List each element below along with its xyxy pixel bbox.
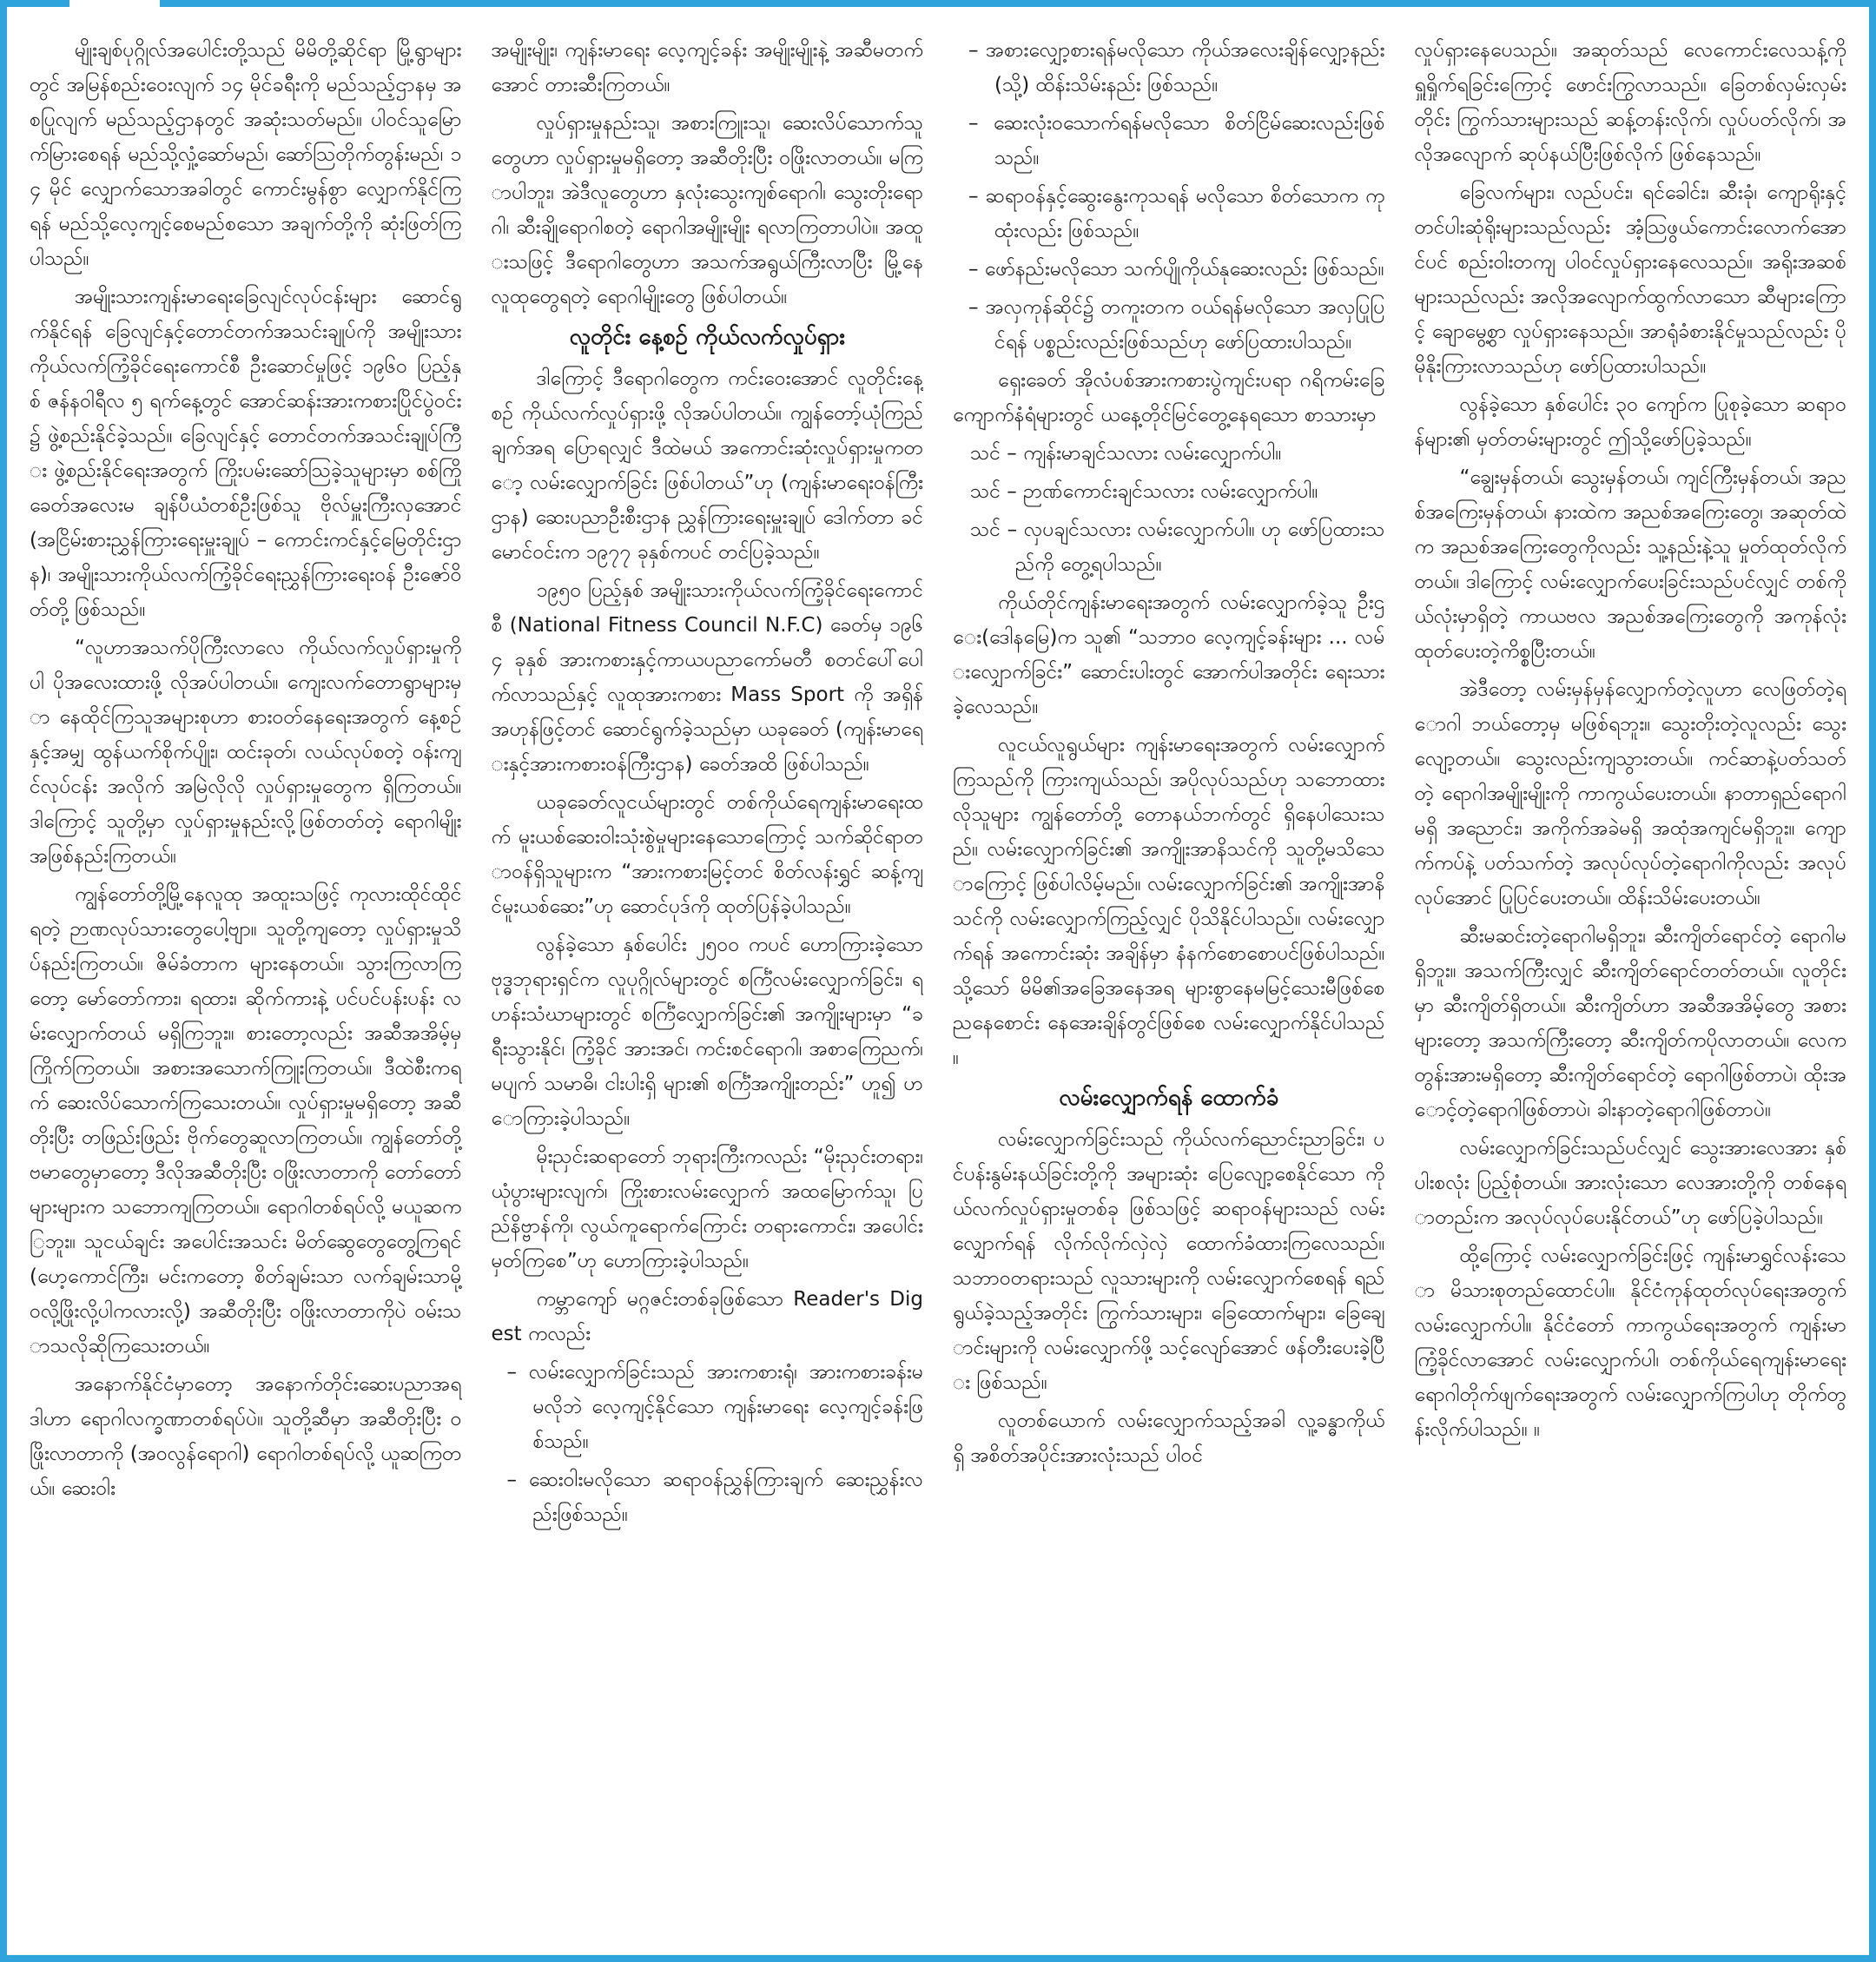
paragraph: လွန်ခဲ့သော နှစ်ပေါင်း ၃၀ ကျော်က ပြုစုခဲ့သော ဆရာဝန်များ၏ မှတ်တမ်းများတွင် ဤသို့ဖော်ပြခဲ့သည်။ bbox=[1414, 393, 1846, 451]
section-heading: လူတိုင်း နေ့စဉ် ကိုယ်လက်လှုပ်ရှား bbox=[569, 324, 845, 350]
paragraph: လွန်ခဲ့သော နှစ်ပေါင်း ၂၅၀၀ ကပင် ဟောကြားခဲ့သော ဗုဒ္ဓဘုရားရှင်က လူပုဂ္ဂိုလ်များတွင် စင်္ကြံလမ်းလျှောက်ခြင်း၊ ရဟန်းသံဃာများတွင် စင်္ကြံလျှောက်ခြင်း၏ အကျိုးများမှာ “ခရီးသွားနိုင်၊ ကြံ့ခိုင် အားအင်၊ ကင်းစင်ရောဂါ၊ အစာကြေညက်၊ မပျက် သမာဓိ၊ ငါးပါးရှိ များ၏ စင်္ကြံအကျိုးတည်း” ဟူ၍ ဟောကြားခဲ့ပါသည်။ bbox=[491, 934, 923, 1130]
list-item: – ဖော်နည်းမလိုသော သက်ပျိုကိုယ်နုဆေးလည်း ဖြစ်သည်။ bbox=[968, 258, 1384, 281]
paragraph: “ချွေးမှန်တယ်၊ သွေးမှန်တယ်၊ ကျင်ကြီးမှန်တယ်၊ အညစ်အကြေးမှန်တယ်၊ နားထဲက အညစ်အကြေးတွေ၊ အဆုတ်ထဲက အညစ်အကြေးတွေကိုလည်း သူ့နည်းနဲ့သူ မှုတ်ထုတ်လိုက်တယ်။ ဒါကြောင့် လမ်းလျှောက်ပေးခြင်းသည်ပင်လျှင် တစ်ကိုယ်လုံးမှာရှိတဲ့ ကာယဗလ အညစ်အကြေးတွေကို အကုန်လုံး ထုတ်ပေးတဲ့ကိစ္စပြီးတယ်။ bbox=[1414, 466, 1846, 663]
paragraph: အနောက်နိုင်ငံမှာတော့ အနောက်တိုင်းဆေးပညာအရ ဒါဟာ ရောဂါလက္ခဏာတစ်ရပ်ပဲ။ သူတို့ဆီမှာ အဆီတိုးပြီး ဝဖြိုးလာတာကို (အဝလွန်ရောဂါ) ရောဂါတစ်ရပ်လို့ ယူဆကြတယ်။ ဆေးဝါး bbox=[30, 1373, 462, 1500]
paragraph: ၁၉၅၀ ပြည့်နှစ် အမျိုးသားကိုယ်လက်ကြံ့ခိုင်ရေးကောင်စီ (National Fitness Council N.F.C) ခေတ်မှ ၁၉၆၄ ခုနှစ် အားကစားနှင့်ကာယပညာကော်မတီ စတင်ပေါ်ပေါက်လာသည်နှင့် လူထုအားကစား Mass Sport ကို အရှိန်အဟုန်ဖြင့်တင် ဆောင်ရွက်ခဲ့သည်မှာ ယခုခေတ် (ကျန်းမာရေးနှင့်အားကစားဝန်ကြီးဌာန) ခေတ်အထိ ဖြစ်ပါသည်။ bbox=[491, 579, 923, 776]
top-border-segment-left bbox=[0, 0, 69, 7]
paragraph: လမ်းလျှောက်ခြင်းသည်ပင်လျှင် သွေးအားလေအား နှစ်ပါးစလုံး ပြည့်စုံတယ်။ အားလုံးသော လေအားတို့ကို တစ်နေရာတည်းက အလုပ်လုပ်ပေးနိုင်တယ်”ဟု ဖော်ပြခဲ့ပါသည်။ bbox=[1414, 1137, 1846, 1229]
paragraph: မျိုးချစ်ပုဂ္ဂိုလ်အပေါင်းတို့သည် မိမိတို့ဆိုင်ရာ မြို့ရွာများတွင် အမြန်စည်းဝေးလျက် ၁၄ မိုင်ခရီးကို မည်သည့်ဌာနမှ အစပြုလျက် မည်သည့်ဌာနတွင် အဆုံးသတ်မည်။ ပါဝင်သူမြောက်မြားစေရန် မည်သို့လှုံ့ဆော်မည်၊ ဆော်သြတိုက်တွန်းမည်၊ ၁၄ မိုင် လျှောက်သောအခါတွင် ကောင်းမွန်စွာ လျှောက်နိုင်ကြရန် မည်သို့လေ့ကျင့်စေမည်စသော အချက်တို့ကို ဆုံးဖြတ်ကြပါသည်။ bbox=[30, 39, 462, 270]
column-1 bbox=[30, 33, 462, 1935]
quote-line: သင် – လှပချင်သလား လမ်းလျှောက်ပါ။ ဟု ဖော်ပြထားသည်ကို တွေ့ရပါသည်။ bbox=[970, 519, 1385, 576]
paragraph: အမျိုးသားကျန်းမာရေးခြေလျင်လုပ်ငန်းများ ဆောင်ရွက်နိုင်ရန် ခြေလျင်နှင့်တောင်တက်အသင်းချုပ်ကို အမျိုးသားကိုယ်လက်ကြံ့ခိုင်ရေးကောင်စီ ဦးဆောင်မှုဖြင့် ၁၉၆၀ ပြည့်နှစ် ဇန်နဝါရီလ ၅ ရက်နေ့တွင် အောင်ဆန်းအားကစားပြိုင်ပွဲဝင်း၌ ဖွဲ့စည်းနိုင်ခဲ့သည်။ ခြေလျင်နှင့် တောင်တက်အသင်းချုပ်ကြီး ဖွဲ့စည်းနိုင်ရေးအတွက် ကြိုးပမ်းဆော်သြခဲ့သူများမှာ စစ်ကြိုခေတ်အလေးမ ချန်ပီယံတစ်ဦးဖြစ်သူ ဗိုလ်မှူးကြီးလှအောင် (အငြိမ်းစားညွှန်ကြားရေးမှူးချုပ် – ကောင်းကင်နှင့်မြေတိုင်းဌာန)၊ အမျိုးသားကိုယ်လက်ကြံ့ခိုင်ရေးညွှန်ကြားရေးဝန် ဦးဇော်ဝိတ်တို့ ဖြစ်သည်။ bbox=[30, 286, 462, 621]
paragraph-continuation: လှုပ်ရှားနေပေသည်။ အဆုတ်သည် လေကောင်းလေသန့်ကို ရှူရှိုက်ရခြင်းကြောင့် ဖောင်းကြွလာသည်။ ခြေတစ်လှမ်းလှမ်းတိုင်း ကြွက်သားများသည် ဆန့်တန်းလိုက်၊ လှုပ်ပတ်လိုက်၊ အလိုအလျောက် ဆုပ်နယ်ပြီးဖြစ်လိုက် ဖြစ်နေသည်။ bbox=[1414, 39, 1846, 166]
paragraph: “လူဟာအသက်ပိုကြီးလာလေ ကိုယ်လက်လှုပ်ရှားမှုကိုပါ ပိုအလေးထားဖို့ လိုအပ်ပါတယ်။ ကျေးလက်တောရွာများမှာ နေထိုင်ကြသူအများစုဟာ စားဝတ်နေရေးအတွက် နေ့စဉ်နှင့်အမျှ ထွန်ယက်စိုက်ပျိုး၊ ထင်းခုတ်၊ လယ်လုပ်စတဲ့ ဝန်းကျင်လုပ်ငန်း အလိုက် အမြဲလိုလို လှုပ်ရှားမှုတွေက ရှိကြတယ်။ ဒါကြောင့် သူတို့မှာ လှုပ်ရှားမှုနည်းလို့ဖြစ်တတ်တဲ့ ရောဂါမျိုး အဖြစ်နည်းကြတယ်။ bbox=[30, 637, 462, 868]
list-item: – ဆရာဝန်နှင့်ဆွေးနွေးကုသရန် မလိုသော စိတ်သောက ကုထုံးလည်း ဖြစ်သည်။ bbox=[968, 185, 1385, 242]
list-item: – ဆေးလုံးဝသောက်ရန်မလိုသော စိတ်ငြိမ်ဆေးလည်းဖြစ်သည်။ bbox=[968, 112, 1385, 169]
paragraph: အဲဒီတော့ လမ်းမှန်မှန်လျှောက်တဲ့လူဟာ လေဖြတ်တဲ့ရောဂါ ဘယ်တော့မှ မဖြစ်ရဘူး။ သွေးတိုးတဲ့လူလည်း သွေးလျော့တယ်။ သွေးလည်းကျသွားတယ်။ ကင်ဆာနဲ့ပတ်သတ်တဲ့ ရောဂါအမျိုးမျိုးကို ကာကွယ်ပေးတယ်။ နာတာရှည်ရောဂါမရှိ အညောင်း၊ အကိုက်အခဲမရှိ အထုံအကျင်မရှိဘူး။ ကျောက်ကပ်နဲ့ ပတ်သက်တဲ့ အလုပ်လုပ်တဲ့ရောဂါကိုလည်း အလုပ်လုပ်အောင် ပြုပြင်ပေးတယ်။ ထိန်းသိမ်းပေးတယ်။ bbox=[1414, 678, 1846, 909]
column-4 bbox=[1415, 33, 1847, 1935]
list-item: – အစားလျှော့စားရန်မလိုသော ကိုယ်အလေးချိန်လျှော့နည်း (သို့) ထိန်းသိမ်းနည်း ဖြစ်သည်။ bbox=[968, 39, 1385, 96]
paragraph: ခြေလက်များ၊ လည်ပင်း၊ ရင်ခေါင်း၊ ဆီးခုံ၊ ကျောရိုးနှင့် တင်ပါးဆုံရိုးများသည်လည်း အံ့သြဖွယ်ကောင်းလောက်အောင်ပင် စည်းဝါးတကျ ပါဝင်လှုပ်ရှားနေလေသည်။ အရိုးအဆစ်များသည်လည်း အလိုအလျောက်ထွက်လာသော ဆီများကြောင့် ချောမွေ့စွာ လှုပ်ရှားနေသည်။ အာရုံခံစားနိုင်မှုသည်လည်း ပိုမိုနိုးကြားလာသည်ဟု ဖော်ပြထားပါသည်။ bbox=[1414, 182, 1846, 378]
paragraph: ကျွန်တော်တို့မြို့နေလူထု အထူးသဖြင့် ကုလားထိုင်ထိုင်ရတဲ့ ဉာဏလုပ်သားတွေပေါ့ဗျာ။ သူတို့ကျတော့ လှုပ်ရှားမှုသိပ်နည်းကြတယ်။ ဇိမ်ခံတာက များနေတယ်။ သွားကြလာကြတော့ မော်တော်ကား၊ ရထား၊ ဆိုက်ကားနဲ့ ပင်ပင်ပန်းပန်း လမ်းလျှောက်တယ် မရှိကြဘူး။ စားတော့လည်း အဆီအအိမ့်မှ ကြိုက်ကြတယ်။ အစားအသောက်ကြူးကြတယ်။ ဒီထဲစီးကရက် ဆေးလိပ်သောက်ကြသေးတယ်။ လှုပ်ရှားမှုမရှိတော့ အဆီတိုးပြီး တဖြည်းဖြည်း ဗိုက်တွေဆူလာကြတယ်။ ကျွန်တော်တို့ ဗမာတွေမှာတော့ ဒီလိုအဆီတိုးပြီး ဝဖြိုးလာတာကို တော်တော်များများက သဘောကျကြတယ်။ ရောဂါတစ်ရပ်လို့ မယူဆကြဘူး။ သူငယ်ချင်း အပေါင်းအသင်း မိတ်ဆွေတွေတွေ့ကြရင် (ဟေ့ကောင်ကြီး၊ မင်းကတော့ စိတ်ချမ်းသာ လက်ချမ်းသာမို့ ဝလို့ဖြိုးလို့ပါကလားလို့) အဆီတိုးပြီး ဝဖြိုးလာတာကိုပဲ ဝမ်းသာသလိုဆိုကြသေးတယ်။ bbox=[30, 883, 462, 1358]
column-2 bbox=[492, 33, 924, 1935]
paragraph: လှုပ်ရှားမှုနည်းသူ၊ အစားကြူးသူ၊ ဆေးလိပ်သောက်သူတွေဟာ လှုပ်ရှားမှုမရှိတော့ အဆီတိုးပြီး ဝဖြိုးလာတယ်။ မကြာပါဘူး၊ အဲဒီလူတွေဟာ နှလုံးသွေးကျစ်ရောဂါ၊ သွေးတိုးရောဂါ၊ ဆီးချိုရောဂါစတဲ့ ရောဂါအမျိုးမျိုး ရလာကြတာပါပဲ။ အထူးသဖြင့် ဒီရောဂါတွေဟာ အသက်အရွယ်ကြီးလာပြီး မြို့နေလူထုတွေရတဲ့ ရောဂါမျိုးတွေ ဖြစ်ပါတယ်။ bbox=[491, 112, 923, 308]
paragraph: လူတစ်ယောက် လမ်းလျှောက်သည့်အခါ လူ့ခန္ဓာကိုယ်ရှိ အစိတ်အပိုင်းအားလုံးသည် ပါဝင် bbox=[953, 1410, 1385, 1467]
paragraph: ယခုခေတ်လူငယ်များတွင် တစ်ကိုယ်ရေကျန်းမာရေးထက် မူးယစ်ဆေးဝါးသုံးစွဲမှုများနေသောကြောင့် သက်ဆိုင်ရာတာဝန်ရှိသူများက “အားကစားမြင့်တင် စိတ်လန်းရွှင် ဆန့်ကျင်မူးယစ်ဆေး”ဟု ဆောင်ပုဒ်ကို ထုတ်ပြန်ခဲ့ပါသည်။ bbox=[491, 791, 923, 918]
article-columns bbox=[30, 33, 1846, 1935]
list-item: – အလှကုန်ဆိုင်၌ တကူးတက ဝယ်ရန်မလိုသော အလှပြုပြင်ရန် ပစ္စည်းလည်းဖြစ်သည်ဟု ဖော်ပြထားပါသည်။ bbox=[968, 296, 1385, 353]
column-3 bbox=[953, 33, 1385, 1935]
top-border-segment-right bbox=[160, 0, 1876, 7]
list-item: – လမ်းလျှောက်ခြင်းသည် အားကစားရုံ၊ အားကစားခန်းမ မလိုဘဲ လေ့ကျင့်နိုင်သော ကျန်းမာရေး လေ့ကျင့်ခန်းဖြစ်သည်။ bbox=[506, 1361, 923, 1453]
list-item: – ဆေးဝါးမလိုသော ဆရာဝန်ညွှန်ကြားချက် ဆေးညွှန်းလည်းဖြစ်သည်။ bbox=[506, 1469, 923, 1526]
paragraph: ဆီးမဆင်းတဲ့ရောဂါမရှိဘူး၊ ဆီးကျိတ်ရောင်တဲ့ ရောဂါမရှိဘူး။ အသက်ကြီးလျှင် ဆီးကျိတ်ရောင်တတ်တယ်။ လူတိုင်းမှာ ဆီးကျိတ်ရှိတယ်။ ဆီးကျိတ်ဟာ အဆီအအိမ့်တွေ အစားများတော့ အသက်ကြီးတော့ ဆီးကျိတ်ကပိုလာတယ်။ လေကတွန်းအားမရှိတော့ ဆီးကျိတ်ရောင်တဲ့ ရောဂါဖြစ်တာပဲ၊ ထိုးအောင့်တဲ့ရောဂါဖြစ်တာပဲ၊ ခါးနာတဲ့ရောဂါဖြစ်တာပဲ။ bbox=[1414, 925, 1846, 1121]
paragraph: ထို့ကြောင့် လမ်းလျှောက်ခြင်းဖြင့် ကျန်းမာရွှင်လန်းသော မိသားစုတည်ထောင်ပါ။ နိုင်ငံကုန်ထုတ်လုပ်ရေးအတွက် လမ်းလျှောက်ပါ။ နိုင်ငံတော် ကာကွယ်ရေးအတွက် ကျန်းမာကြံ့ခိုင်လာအောင် လမ်းလျှောက်ပါ၊ တစ်ကိုယ်ရေကျန်းမာရေး ရောဂါတိုက်ဖျက်ရေးအတွက် လမ်းလျှောက်ကြပါဟု တိုက်တွန်းလိုက်ပါသည်။ ။ bbox=[1414, 1245, 1846, 1441]
paragraph: လူငယ်လူရွယ်များ ကျန်းမာရေးအတွက် လမ်းလျှောက်ကြသည်ကို ကြားကျယ်သည်၊ အပိုလုပ်သည်ဟု သဘောထားလိုသူများ ကျွန်တော်တို့ တောနယ်ဘက်တွင် ရှိနေပါသေးသည်။ လမ်းလျှောက်ခြင်း၏ အကျိုးအာနိသင်ကို သူတို့မသိသောကြောင့် ဖြစ်ပါလိမ့်မည်။ လမ်းလျှောက်ခြင်း၏ အကျိုးအာနိသင်ကို လမ်းလျှောက်ကြည့်လျှင် ပိုသိနိုင်ပါသည်။ လမ်းလျှောက်ရန် အကောင်းဆုံး အချိန်မှာ နံနက်စောစောပင်ဖြစ်ပါသည်။ သို့သော် မိမိ၏အခြေအနေအရ များစွာနေမမြင့်သေးမီဖြစ်စေ ညနေစောင်း နေအေးချိန်တွင်ဖြစ်စေ လမ်းလျှောက်နိုင်ပါသည်။ bbox=[953, 734, 1385, 1069]
section-heading: လမ်းလျှောက်ရန် ထောက်ခံ bbox=[1059, 1085, 1279, 1111]
paragraph: ကမ္ဘာကျော် မဂ္ဂဇင်းတစ်ခုဖြစ်သော Reader's Digest ကလည်း bbox=[491, 1288, 923, 1345]
paragraph: လမ်းလျှောက်ခြင်းသည် ကိုယ်လက်ညောင်းညာခြင်း၊ ပင်ပန်းနွမ်းနယ်ခြင်းတို့ကို အများဆုံး ပြေလျော့စေနိုင်သော ကိုယ်လက်လှုပ်ရှားမှုတစ်ခု ဖြစ်သဖြင့် ဆရာဝန်များသည် လမ်းလျှောက်ရန် လိုက်လိုက်လှဲလှဲ ထောက်ခံထားကြလေသည်။ သဘာဝတရားသည် လူသားများကို လမ်းလျှောက်စေရန် ရည်ရွယ်ခဲ့သည့်အတိုင်း ကြွက်သားများ၊ ခြေထောက်များ၊ ခြေချောင်းများကို လမ်းလျှောက်ဖို့ သင့်လျော်အောင် ဖန်တီးပေးခဲ့ပြီး ဖြစ်သည်။ bbox=[953, 1128, 1385, 1394]
paragraph: ကိုယ်တိုင်ကျန်းမာရေးအတွက် လမ်းလျှောက်ခဲ့သူ ဦးဌေး(ဒေါနမြေ)က သူ၏ “သဘာဝ လေ့ကျင့်ခန်းများ ... လမ်းလျှောက်ခြင်း” ဆောင်းပါးတွင် အောက်ပါအတိုင်း ရေးသားခဲ့လေသည်။ bbox=[953, 591, 1385, 718]
quote-line: သင် – ကျန်းမာချင်သလား လမ်းလျှောက်ပါ။ bbox=[970, 442, 1282, 465]
paragraph: ရှေးခေတ် အိုလံပစ်အားကစားပွဲကျင်းပရာ ဂရိကမ်းခြေကျောက်နံရံများတွင် ယနေ့တိုင်မြင်တွေ့နေရသော စာသားမှာ bbox=[953, 369, 1385, 426]
paragraph: မိုးညှင်းဆရာတော် ဘုရားကြီးကလည်း “မိုးညှင်းတရား၊ ယုံပွားများလျက်၊ ကြိုးစားလမ်းလျှောက် အထမြောက်သူ၊ ပြည်နိဗ္ဗာန်ကို၊ လွယ်ကူရောက်ကြောင်း တရားကောင်း၊ အပေါင်းမှတ်ကြစေ”ဟု ဟောကြားခဲ့ပါသည်။ bbox=[491, 1146, 923, 1272]
paragraph: ဒါကြောင့် ဒီရောဂါတွေက ကင်းဝေးအောင် လူတိုင်းနေ့စဉ် ကိုယ်လက်လှုပ်ရှားဖို့ လိုအပ်ပါတယ်။ ကျွန်တော့်ယုံကြည်ချက်အရ ပြောရလျှင် ဒီထဲမယ် အကောင်းဆုံးလှုပ်ရှားမှုကတော့ လမ်းလျှောက်ခြင်း ဖြစ်ပါတယ်”ဟု (ကျန်းမာရေးဝန်ကြီးဌာန) ဆေးပညာဦးစီးဌာန ညွှန်ကြားရေးမှူးချုပ် ဒေါက်တာ ခင်မောင်ဝင်းက ၁၉၇၇ ခုနှစ်ကပင် တင်ပြခဲ့သည်။ bbox=[491, 367, 923, 564]
quote-line: သင် – ဉာဏ်ကောင်းချင်သလား လမ်းလျှောက်ပါ။ bbox=[970, 480, 1318, 503]
paragraph-continuation: အမျိုးမျိုး၊ ကျန်းမာရေး လေ့ကျင့်ခန်း အမျိုးမျိုးနဲ့ အဆီမတက်အောင် တားဆီးကြတယ်။ bbox=[491, 39, 923, 96]
